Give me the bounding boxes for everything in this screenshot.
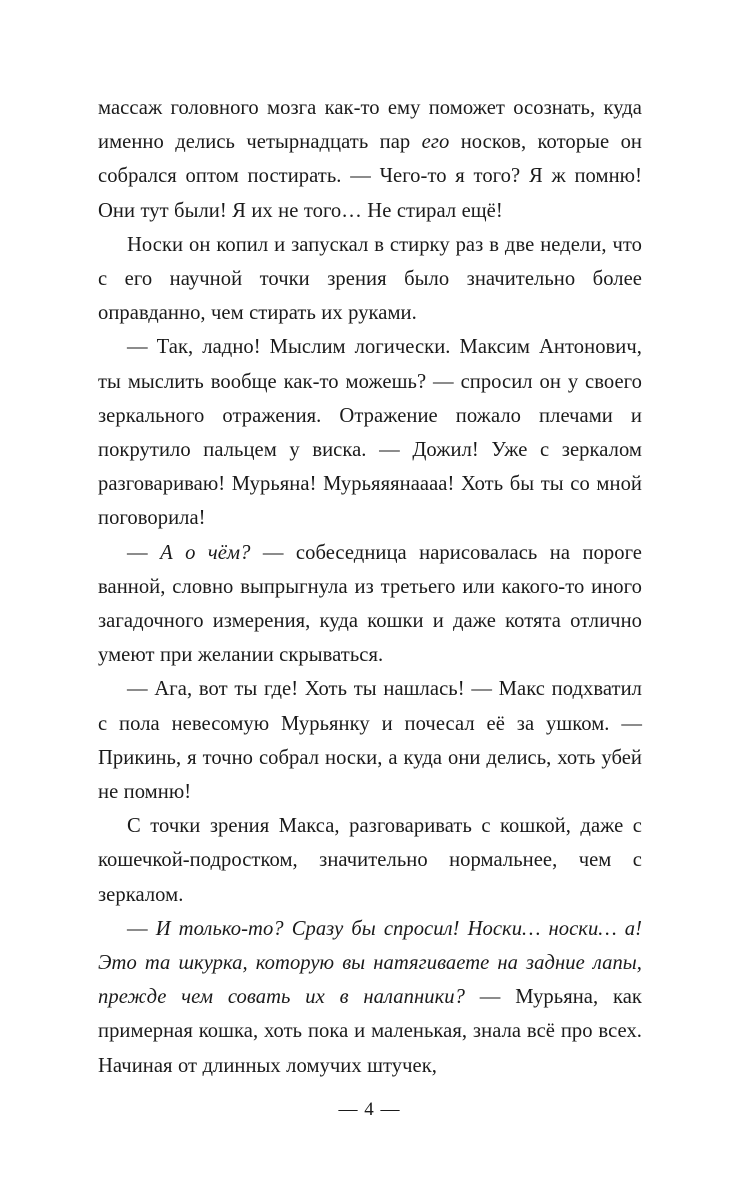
text-run: — Ага, вот ты где! Хоть ты нашлась! — Макс подхватил с пола невесомую Мурьянку и почесал её за ушком. — Прикинь, я точно собрал носки, а куда они делись, хоть убей не помню! bbox=[98, 678, 642, 804]
paragraph bbox=[98, 536, 642, 673]
text-run: — Мурьяна, как примерная кошка, хоть пока и маленькая, знала всё про всех. Начиная от длинных ломучих штучек, bbox=[98, 986, 642, 1077]
page-number: — 4 — bbox=[338, 1099, 401, 1120]
text-run: С точки зрения Макса, разговаривать с кошкой, даже с кошечкой-подростком, значительно нормальнее, чем с зеркалом. bbox=[98, 815, 642, 906]
page-text-block bbox=[98, 91, 642, 1083]
paragraph bbox=[98, 672, 642, 809]
italic-run: его bbox=[421, 131, 450, 154]
italic-run: И только-то? Сразу бы спросил! Носки… носки… а! Это та шкурка, которую вы натягиваете на задние лапы, прежде чем совать их в налапники? bbox=[98, 917, 642, 1009]
text-run: — bbox=[127, 917, 156, 940]
text-run: носков, которые он собрался оптом постирать. — Чего-то я того? Я ж помню! Они тут были! Я их не того… Не стирал ещё! bbox=[98, 131, 642, 222]
paragraph bbox=[98, 91, 642, 228]
italic-run: А о чём? bbox=[160, 541, 251, 564]
text-run: — собеседница нарисовалась на пороге ванной, словно выпрыгнула из третьего или какого-то иного загадочного измерения, куда кошки и даже котята отлично умеют при желании скрываться. bbox=[98, 541, 642, 667]
text-run: — Так, ладно! Мыслим логически. Максим Антонович, ты мыслить вообще как-то можешь? — спросил он у своего зеркального отражения. Отражение пожало плечами и покрутило пальцем у виска. — Дожил! Уже с зеркалом разговариваю! Мурьяна! Мурьяяянаааа! Хоть бы ты со мной поговорила! bbox=[98, 336, 642, 530]
paragraph bbox=[98, 228, 642, 331]
text-run: Носки он копил и запускал в стирку раз в две недели, что с его научной точки зрения было значительно более оправданно, чем стирать их руками. bbox=[98, 233, 642, 325]
text-run: — bbox=[127, 541, 161, 564]
text-run: массаж головного мозга как-то ему поможет осознать, куда именно делись четырнадцать пар bbox=[98, 97, 642, 154]
paragraph bbox=[98, 912, 642, 1083]
paragraph bbox=[98, 809, 642, 912]
paragraph bbox=[98, 330, 642, 535]
